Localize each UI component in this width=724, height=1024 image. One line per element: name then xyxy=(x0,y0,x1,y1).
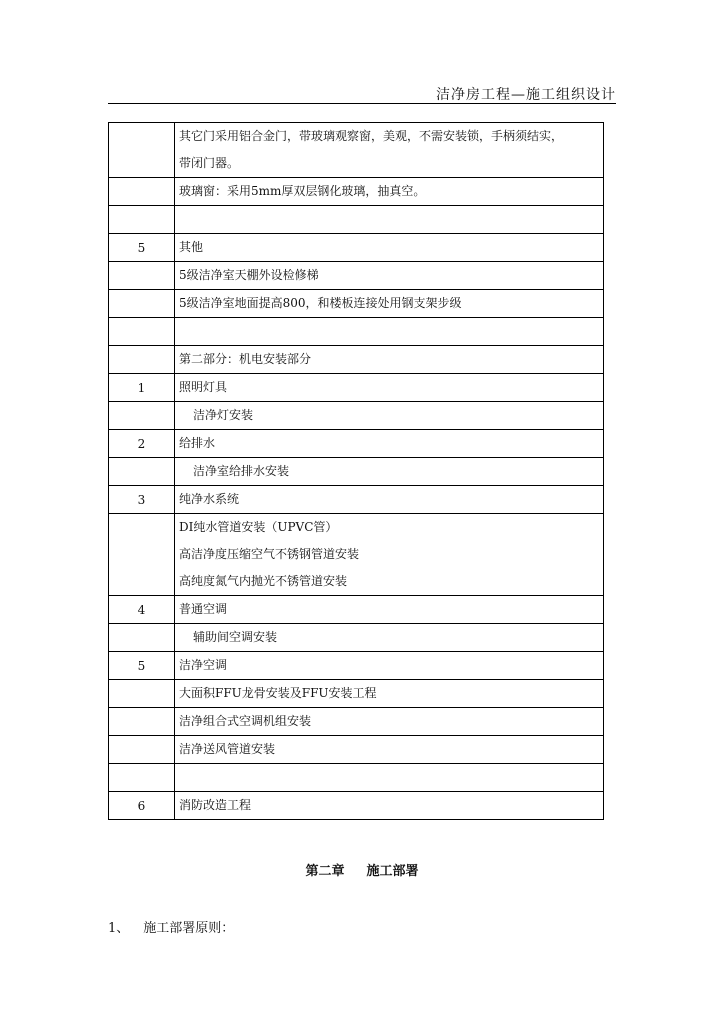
row-text: 洁净室给排水安装 xyxy=(193,464,290,478)
row-text: 5级洁净室地面提高800，和楼板连接处用钢支架步级 xyxy=(179,296,462,310)
row-text: 纯净水系统 xyxy=(179,492,240,506)
row-text: 第二部分：机电安装部分 xyxy=(179,352,312,366)
row-number xyxy=(109,764,175,792)
row-number: 3 xyxy=(109,486,175,514)
row-content xyxy=(175,736,604,764)
spec-table-body xyxy=(109,123,604,820)
table-row xyxy=(109,624,604,652)
row-text: 大面积FFU龙骨安装及FFU安装工程 xyxy=(179,686,377,700)
row-number xyxy=(109,123,175,178)
row-text: 高洁净度压缩空气不锈钢管道安装 xyxy=(179,547,360,561)
row-content xyxy=(175,430,604,458)
row-number xyxy=(109,290,175,318)
row-text: 玻璃窗：采用5mm厚双层钢化玻璃，抽真空。 xyxy=(179,184,426,198)
chapter-number: 第二章 xyxy=(305,864,345,879)
row-text: 给排水 xyxy=(179,436,216,450)
row-number xyxy=(109,262,175,290)
table-row xyxy=(109,123,604,178)
row-text: 其它门采用铝合金门，带玻璃观察窗，美观，不需安装锁，手柄须结实， xyxy=(179,129,564,143)
row-text: 洁净灯安装 xyxy=(193,408,254,422)
row-number xyxy=(109,736,175,764)
table-row xyxy=(109,764,604,792)
row-text xyxy=(179,206,599,233)
row-text: 消防改造工程 xyxy=(179,798,252,812)
table-row xyxy=(109,792,604,820)
table-row xyxy=(109,318,604,346)
row-number: 6 xyxy=(109,792,175,820)
row-content xyxy=(175,123,604,178)
table-row xyxy=(109,514,604,596)
row-content xyxy=(175,318,604,346)
table-row xyxy=(109,402,604,430)
table-row xyxy=(109,374,604,402)
table-row xyxy=(109,652,604,680)
page-header-title: 洁净房工程—施工组织设计 xyxy=(436,87,616,103)
row-number: 5 xyxy=(109,234,175,262)
row-number: 5 xyxy=(109,652,175,680)
row-number xyxy=(109,514,175,596)
row-number: 1 xyxy=(109,374,175,402)
header-rule xyxy=(108,103,616,104)
row-text: 洁净送风管道安装 xyxy=(179,742,276,756)
row-content xyxy=(175,652,604,680)
row-content xyxy=(175,206,604,234)
row-number xyxy=(109,318,175,346)
table-row xyxy=(109,262,604,290)
row-content xyxy=(175,624,604,652)
table-row xyxy=(109,458,604,486)
chapter-title: 施工部署 xyxy=(366,864,419,879)
row-content xyxy=(175,290,604,318)
row-number xyxy=(109,458,175,486)
row-number: 4 xyxy=(109,596,175,624)
row-content xyxy=(175,486,604,514)
row-text xyxy=(179,764,599,791)
row-text: 辅助间空调安装 xyxy=(193,630,278,644)
section-title: 施工部署原则： xyxy=(143,921,235,936)
row-number xyxy=(109,624,175,652)
row-content xyxy=(175,262,604,290)
row-text: 照明灯具 xyxy=(179,380,228,394)
row-number xyxy=(109,346,175,374)
row-content xyxy=(175,764,604,792)
table-row xyxy=(109,346,604,374)
row-content xyxy=(175,514,604,596)
section-heading xyxy=(108,917,234,936)
row-content xyxy=(175,708,604,736)
table-row xyxy=(109,736,604,764)
row-text: 其他 xyxy=(179,240,204,254)
table-row xyxy=(109,290,604,318)
row-text: 5级洁净室天棚外设检修梯 xyxy=(179,268,319,282)
row-content xyxy=(175,596,604,624)
row-content xyxy=(175,374,604,402)
row-content xyxy=(175,792,604,820)
row-content xyxy=(175,402,604,430)
table-row xyxy=(109,178,604,206)
row-content xyxy=(175,234,604,262)
row-number xyxy=(109,708,175,736)
row-text: 带闭门器。 xyxy=(179,156,240,170)
row-text: 普通空调 xyxy=(179,602,228,616)
row-content xyxy=(175,458,604,486)
row-number xyxy=(109,680,175,708)
table-row xyxy=(109,206,604,234)
table-row xyxy=(109,680,604,708)
table-row xyxy=(109,430,604,458)
table-row xyxy=(109,708,604,736)
table-row xyxy=(109,234,604,262)
row-content xyxy=(175,346,604,374)
row-text: 洁净空调 xyxy=(179,658,228,672)
row-number xyxy=(109,206,175,234)
section-number: 1、 xyxy=(108,921,130,936)
row-text: 高纯度氮气内抛光不锈管道安装 xyxy=(179,574,348,588)
chapter-heading xyxy=(0,860,724,879)
row-number xyxy=(109,178,175,206)
table-row xyxy=(109,486,604,514)
row-text: DI纯水管道安装（UPVC管） xyxy=(179,520,338,534)
table-row xyxy=(109,596,604,624)
row-content xyxy=(175,178,604,206)
row-text: 洁净组合式空调机组安装 xyxy=(179,714,312,728)
row-content xyxy=(175,680,604,708)
row-number: 2 xyxy=(109,430,175,458)
row-number xyxy=(109,402,175,430)
row-text xyxy=(179,318,599,345)
spec-table xyxy=(108,122,604,820)
